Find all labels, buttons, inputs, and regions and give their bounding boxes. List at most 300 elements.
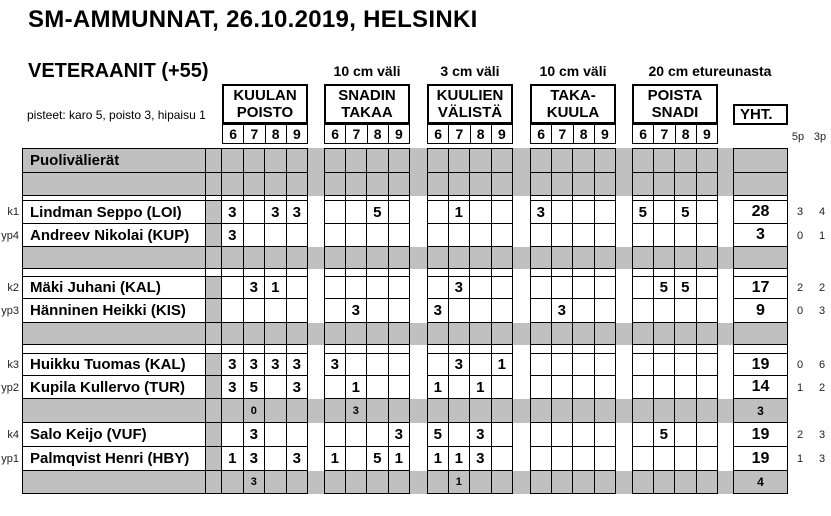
threes-count xyxy=(814,471,830,494)
table-row xyxy=(0,376,831,399)
column-gap xyxy=(616,423,632,447)
score-cell xyxy=(265,345,287,353)
table-row xyxy=(0,299,831,323)
score-cell: 3 xyxy=(265,200,287,224)
total-header-box xyxy=(733,104,788,125)
score-cell xyxy=(346,148,368,173)
score-cell xyxy=(389,399,411,423)
score-cell xyxy=(654,471,676,494)
subcolumn-header-row xyxy=(632,124,718,144)
score-cell: 3 xyxy=(222,224,244,247)
fives-count: 2 xyxy=(796,429,804,441)
group-header-box xyxy=(530,84,616,124)
score-cell xyxy=(530,323,552,345)
column-gap xyxy=(718,148,733,173)
column-gap xyxy=(616,247,632,269)
score-cell xyxy=(530,353,552,376)
score-cell xyxy=(367,148,389,173)
column-gap xyxy=(718,269,733,276)
threes-count xyxy=(814,173,830,196)
column-gap xyxy=(513,173,530,196)
column-gap xyxy=(308,353,324,376)
score-cell xyxy=(492,323,514,345)
score-cell xyxy=(595,471,617,494)
score-cell xyxy=(470,299,492,323)
threes-count: 2 xyxy=(818,381,826,394)
score-cell xyxy=(470,276,492,299)
column-gap xyxy=(718,299,733,323)
player-seed-label xyxy=(0,173,22,196)
score-cell xyxy=(492,423,514,447)
score-cell xyxy=(470,399,492,423)
total-cell xyxy=(733,148,788,173)
subcolumn-header-row xyxy=(530,124,616,144)
threes-count xyxy=(814,148,830,173)
score-cell: 1 xyxy=(492,353,514,376)
score-cell xyxy=(346,200,368,224)
column-gap xyxy=(410,376,427,399)
score-cell xyxy=(265,471,287,494)
player-name-cell xyxy=(22,323,206,345)
score-cell xyxy=(552,323,574,345)
player-name-cell xyxy=(22,399,206,423)
spacer-column-cell xyxy=(206,447,222,471)
score-cell xyxy=(573,200,595,224)
column-gap xyxy=(410,269,427,276)
group-header-line1: SNADIN xyxy=(338,87,396,104)
score-cell xyxy=(675,399,697,423)
score-cell xyxy=(697,247,719,269)
score-cell: 1 xyxy=(449,447,471,471)
score-cell: 1 xyxy=(222,447,244,471)
score-cell xyxy=(265,224,287,247)
score-cell xyxy=(427,399,449,423)
score-cell xyxy=(530,423,552,447)
score-cell xyxy=(697,323,719,345)
column-gap xyxy=(513,299,530,323)
score-cell xyxy=(530,299,552,323)
score-cell xyxy=(324,399,346,423)
table-row xyxy=(0,423,831,447)
score-cell xyxy=(244,173,266,196)
player-name-cell: Huikku Tuomas (KAL) xyxy=(22,353,206,376)
score-cell xyxy=(470,148,492,173)
column-gap xyxy=(718,200,733,224)
spacer-column-cell xyxy=(206,299,222,323)
group-header-box xyxy=(632,84,718,124)
score-cell xyxy=(492,173,514,196)
column-gap xyxy=(308,224,324,247)
column-gap xyxy=(718,376,733,399)
score-cell xyxy=(573,323,595,345)
player-seed-label: k3 xyxy=(7,358,19,371)
score-cell xyxy=(697,173,719,196)
score-cell xyxy=(675,353,697,376)
spacer-column-cell xyxy=(206,399,222,423)
subcolumn-header: 6 xyxy=(325,125,346,143)
score-cell xyxy=(552,399,574,423)
score-cell xyxy=(222,276,244,299)
page-title: SM-AMMUNNAT, 26.10.2019, HELSINKI xyxy=(28,6,478,33)
player-seed-label: yp3 xyxy=(1,305,19,317)
score-cell xyxy=(222,299,244,323)
column-gap xyxy=(616,376,632,399)
score-cell xyxy=(389,276,411,299)
score-cell: 3 xyxy=(552,299,574,323)
score-cell xyxy=(244,148,266,173)
score-cell xyxy=(244,247,266,269)
score-cell xyxy=(389,269,411,276)
score-cell xyxy=(552,423,574,447)
column-gap xyxy=(616,276,632,299)
score-cell: 3 xyxy=(287,376,309,399)
column-gap xyxy=(718,173,733,196)
score-cell xyxy=(427,471,449,494)
score-cell xyxy=(654,224,676,247)
score-cell xyxy=(632,376,654,399)
score-cell xyxy=(632,173,654,196)
score-cell xyxy=(654,200,676,224)
score-cell xyxy=(389,247,411,269)
player-name-cell xyxy=(22,471,206,494)
score-cell xyxy=(675,224,697,247)
score-cell: 3 xyxy=(244,471,266,494)
subcolumn-header: 6 xyxy=(633,125,654,143)
column-gap xyxy=(308,200,324,224)
column-gap xyxy=(513,148,530,173)
column-gap xyxy=(308,423,324,447)
column-gap xyxy=(410,276,427,299)
column-gap xyxy=(308,269,324,276)
table-row xyxy=(0,353,831,376)
score-cell xyxy=(530,345,552,353)
score-cell xyxy=(265,148,287,173)
total-cell: 4 xyxy=(733,471,788,494)
row-gap xyxy=(0,269,831,276)
score-cell xyxy=(654,247,676,269)
score-cell xyxy=(595,376,617,399)
score-cell xyxy=(552,269,574,276)
fives-count: 0 xyxy=(796,229,804,242)
column-gap xyxy=(410,173,427,196)
score-cell xyxy=(449,323,471,345)
score-cell xyxy=(287,269,309,276)
score-cell xyxy=(492,276,514,299)
column-gap xyxy=(513,423,530,447)
score-cell xyxy=(654,323,676,345)
player-seed-label xyxy=(0,471,22,494)
subcolumn-header: 8 xyxy=(266,125,287,143)
player-seed-label: k4 xyxy=(7,429,19,441)
score-cell xyxy=(675,269,697,276)
column-gap xyxy=(718,276,733,299)
score-cell xyxy=(573,345,595,353)
score-cell xyxy=(470,247,492,269)
player-name-cell xyxy=(22,269,206,276)
fives-count: 3 xyxy=(796,206,804,218)
score-cell: 3 xyxy=(449,353,471,376)
group-header-line1: KUULIEN xyxy=(436,87,504,104)
score-cell xyxy=(427,148,449,173)
column-gap xyxy=(308,471,324,494)
table-row xyxy=(0,224,831,247)
score-cell xyxy=(222,247,244,269)
score-cell: 3 xyxy=(222,200,244,224)
score-cell xyxy=(222,148,244,173)
score-cell xyxy=(222,399,244,423)
row-grayvals xyxy=(0,471,831,494)
score-cell xyxy=(346,276,368,299)
score-cell xyxy=(573,376,595,399)
column-gap xyxy=(513,200,530,224)
score-cell xyxy=(389,323,411,345)
group-header-line1: KUULAN xyxy=(233,87,297,104)
score-cell xyxy=(389,299,411,323)
column-gap xyxy=(616,447,632,471)
column-gap xyxy=(718,323,733,345)
column-gap xyxy=(616,353,632,376)
score-cell xyxy=(530,173,552,196)
score-cell xyxy=(632,323,654,345)
score-cell xyxy=(346,323,368,345)
score-cell: 1 xyxy=(449,200,471,224)
column-gap xyxy=(308,447,324,471)
score-cell: 5 xyxy=(654,423,676,447)
row-gray xyxy=(0,323,831,345)
column-gap xyxy=(513,447,530,471)
subcolumn-header: 8 xyxy=(368,125,389,143)
score-cell xyxy=(632,345,654,353)
column-gap xyxy=(718,224,733,247)
score-cell xyxy=(632,399,654,423)
score-cell xyxy=(595,200,617,224)
column-gap xyxy=(718,399,733,423)
score-cell xyxy=(697,276,719,299)
player-name-cell: Lindman Seppo (LOI) xyxy=(22,200,206,224)
column-gap xyxy=(616,299,632,323)
score-cell xyxy=(573,447,595,471)
score-cell xyxy=(265,423,287,447)
fives-count: 0 xyxy=(796,305,804,317)
column-gap xyxy=(718,345,733,353)
table-row xyxy=(0,447,831,471)
score-cell xyxy=(632,148,654,173)
distance-label: 20 cm etureunasta xyxy=(648,63,772,79)
score-cell xyxy=(573,148,595,173)
score-cell xyxy=(470,269,492,276)
score-cell xyxy=(530,276,552,299)
score-cell xyxy=(697,200,719,224)
score-cell xyxy=(324,423,346,447)
fives-count xyxy=(792,148,808,173)
score-cell xyxy=(222,323,244,345)
score-cell xyxy=(449,247,471,269)
score-cell xyxy=(697,376,719,399)
spacer-column-cell xyxy=(206,224,222,247)
score-cell xyxy=(287,299,309,323)
score-cell xyxy=(222,345,244,353)
score-cell: 3 xyxy=(389,423,411,447)
score-cell xyxy=(287,173,309,196)
score-cell xyxy=(552,148,574,173)
column-gap xyxy=(308,323,324,345)
score-cell xyxy=(675,345,697,353)
score-cell: 3 xyxy=(244,423,266,447)
group-header-line2: KUULA xyxy=(546,104,600,121)
subcolumn-header: 9 xyxy=(702,126,711,142)
group-header-line2: POISTO xyxy=(236,104,294,121)
score-cell xyxy=(324,345,346,353)
score-cell xyxy=(427,224,449,247)
column-gap xyxy=(308,276,324,299)
column-gap xyxy=(718,471,733,494)
fives-count: 0 xyxy=(796,358,804,371)
score-cell xyxy=(470,200,492,224)
score-cell xyxy=(287,423,309,447)
subcolumn-header: 7 xyxy=(552,125,573,143)
score-cell xyxy=(244,269,266,276)
score-cell xyxy=(573,276,595,299)
score-cell xyxy=(595,399,617,423)
score-cell xyxy=(573,173,595,196)
fives-count xyxy=(792,471,808,494)
score-cell xyxy=(470,471,492,494)
score-cell xyxy=(530,447,552,471)
score-cell xyxy=(595,345,617,353)
spacer-column-cell xyxy=(206,423,222,447)
total-cell xyxy=(733,323,788,345)
column-gap xyxy=(308,148,324,173)
score-cell xyxy=(697,447,719,471)
column-gap xyxy=(410,224,427,247)
column-gap xyxy=(513,323,530,345)
score-cell: 5 xyxy=(367,200,389,224)
subcolumn-header: 6 xyxy=(428,125,449,143)
player-name-cell: Andreev Nikolai (KUP) xyxy=(22,224,206,247)
column-gap xyxy=(616,323,632,345)
score-cell: 3 xyxy=(244,276,266,299)
player-seed-label: yp2 xyxy=(1,381,19,394)
column-gap xyxy=(616,269,632,276)
score-cell xyxy=(449,299,471,323)
subcolumn-header-row xyxy=(222,124,308,144)
column-gap xyxy=(718,423,733,447)
score-cell xyxy=(265,269,287,276)
score-cell xyxy=(492,148,514,173)
score-cell xyxy=(265,299,287,323)
score-cell xyxy=(427,269,449,276)
group-header-line2: SNADI xyxy=(651,104,699,121)
score-cell xyxy=(287,399,309,423)
spacer-column-cell xyxy=(206,323,222,345)
fives-count xyxy=(792,247,808,269)
score-cell xyxy=(552,224,574,247)
score-cell xyxy=(573,299,595,323)
score-cell: 5 xyxy=(427,423,449,447)
score-cell xyxy=(367,399,389,423)
score-cell xyxy=(530,247,552,269)
score-cell xyxy=(287,247,309,269)
subcolumn-header: 9 xyxy=(394,126,403,142)
score-cell: 1 xyxy=(389,447,411,471)
score-cell xyxy=(654,148,676,173)
score-cell xyxy=(449,224,471,247)
row-gap xyxy=(0,345,831,353)
spacer-column-cell xyxy=(206,173,222,196)
threes-count xyxy=(814,323,830,345)
score-cell: 3 xyxy=(530,200,552,224)
score-cell xyxy=(324,276,346,299)
player-seed-label xyxy=(0,345,22,353)
score-cell: 5 xyxy=(675,276,697,299)
player-name-cell xyxy=(22,345,206,353)
score-cell xyxy=(675,247,697,269)
score-cell xyxy=(654,447,676,471)
score-cell xyxy=(449,376,471,399)
section-title-cell: Puolivälierät xyxy=(22,148,206,173)
column-gap xyxy=(616,471,632,494)
score-cell xyxy=(324,148,346,173)
column-gap xyxy=(308,345,324,353)
subcolumn-header-row xyxy=(427,124,513,144)
score-cell xyxy=(346,353,368,376)
score-cell xyxy=(470,323,492,345)
score-cell xyxy=(654,173,676,196)
score-cell xyxy=(675,323,697,345)
score-cell: 5 xyxy=(675,200,697,224)
total-cell: 14 xyxy=(733,376,788,399)
score-cell xyxy=(675,471,697,494)
score-cell xyxy=(573,423,595,447)
score-cell xyxy=(552,353,574,376)
score-cell: 3 xyxy=(244,447,266,471)
score-cell xyxy=(389,148,411,173)
score-cell xyxy=(654,353,676,376)
score-cell xyxy=(492,345,514,353)
subcolumn-header: 6 xyxy=(223,125,244,143)
subcolumn-header: 8 xyxy=(676,125,697,143)
total-cell: 19 xyxy=(733,353,788,376)
score-cell xyxy=(427,247,449,269)
score-cell xyxy=(552,247,574,269)
score-cell xyxy=(632,353,654,376)
total-cell: 28 xyxy=(733,200,788,224)
column-gap xyxy=(410,247,427,269)
score-cell xyxy=(573,269,595,276)
subcolumn-header: 9 xyxy=(292,126,301,142)
column-gap xyxy=(513,471,530,494)
player-name-cell: Mäki Juhani (KAL) xyxy=(22,276,206,299)
score-cell xyxy=(530,471,552,494)
score-table xyxy=(0,148,831,494)
score-cell xyxy=(492,447,514,471)
threes-count: 2 xyxy=(818,281,826,294)
subcolumn-header: 8 xyxy=(471,125,492,143)
score-cell xyxy=(697,423,719,447)
score-cell xyxy=(346,269,368,276)
score-cell xyxy=(389,345,411,353)
score-cell xyxy=(552,447,574,471)
score-cell xyxy=(346,471,368,494)
score-cell xyxy=(492,376,514,399)
score-cell xyxy=(287,471,309,494)
score-cell xyxy=(552,276,574,299)
subcolumn-header: 7 xyxy=(346,125,367,143)
player-seed-label: yp1 xyxy=(1,453,19,465)
score-cell xyxy=(632,447,654,471)
player-seed-label xyxy=(0,399,22,423)
score-cell xyxy=(595,269,617,276)
